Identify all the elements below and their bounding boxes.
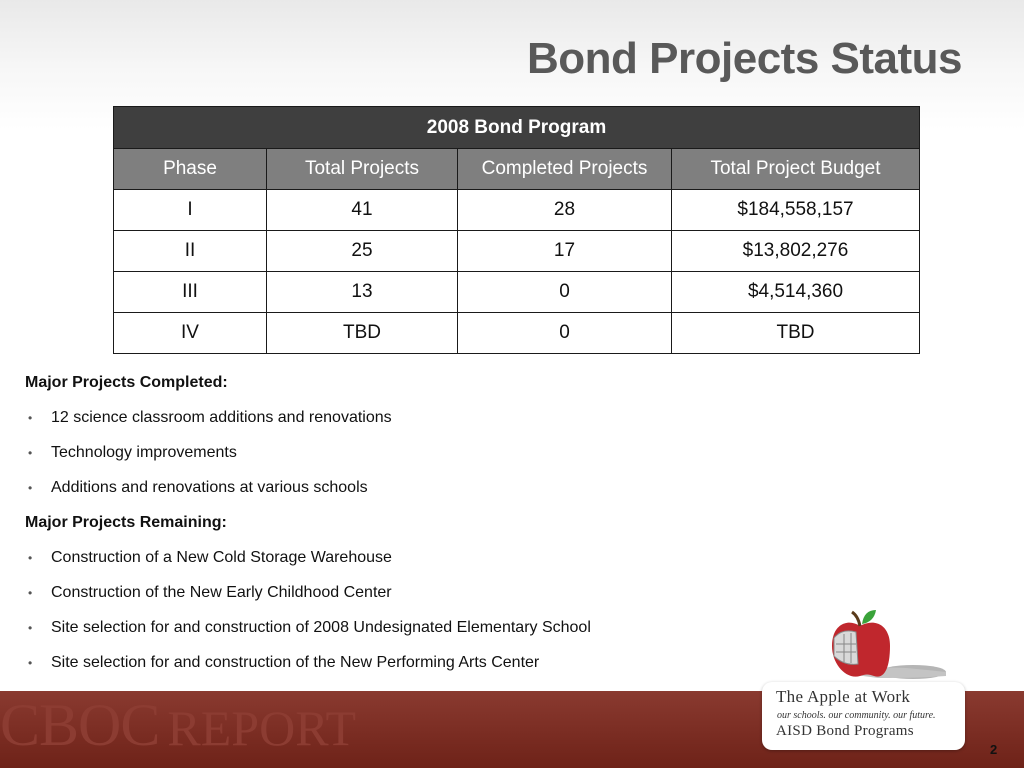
cell-phase: II [114,231,267,272]
table-program-title: 2008 Bond Program [114,107,920,149]
list-item [25,442,745,477]
list-item [25,407,745,442]
bullet-icon: • [28,446,33,460]
cell-completed-projects: 28 [458,190,672,231]
bullet-icon: • [28,656,33,670]
apple-logo-icon [818,606,948,686]
bullet-icon: • [28,621,33,635]
table-row [114,272,920,313]
list-item-text: Site selection for and construction of the New Performing Arts Center [51,654,540,671]
page-number: 2 [990,742,998,757]
cell-total-projects: 41 [267,190,458,231]
completed-list [25,407,745,512]
report-text: REPORT [167,700,357,756]
cell-total-projects: 25 [267,231,458,272]
logo-title: The Apple at Work [776,687,911,706]
cell-phase: III [114,272,267,313]
completed-heading: Major Projects Completed: [25,374,228,391]
cell-completed-projects: 0 [458,272,672,313]
list-item [25,477,745,512]
cell-budget: $184,558,157 [672,190,920,231]
header-total-projects: Total Projects [267,149,458,190]
bullet-icon: • [28,551,33,565]
list-item-text: Additions and renovations at various schools [51,479,368,496]
list-item-text: Site selection for and construction of 2008 Undesignated Elementary School [51,619,591,636]
cboc-report-wordmark [0,692,357,758]
list-item [25,617,745,652]
list-item-text: Construction of the New Early Childhood Center [51,584,392,601]
slide-title: Bond Projects Status [527,34,962,83]
cell-completed-projects: 17 [458,231,672,272]
cell-budget: $4,514,360 [672,272,920,313]
header-completed-projects: Completed Projects [458,149,672,190]
apple-at-work-logo [762,682,965,750]
list-item [25,547,745,582]
bullet-icon: • [28,411,33,425]
list-item-text: Technology improvements [51,444,237,461]
list-item [25,582,745,617]
bond-program-table [113,106,920,354]
logo-tagline: our schools. our community. our future. [777,710,936,721]
cell-budget: $13,802,276 [672,231,920,272]
list-item [25,652,745,687]
list-item-text: Construction of a New Cold Storage Warehouse [51,549,392,566]
cell-budget: TBD [672,313,920,354]
cell-total-projects: 13 [267,272,458,313]
header-phase: Phase [114,149,267,190]
project-notes [25,372,745,687]
remaining-list [25,547,745,687]
list-item-text: 12 science classroom additions and renovations [51,409,392,426]
cboc-text: CBOC [0,692,160,758]
table-row [114,231,920,272]
cell-total-projects: TBD [267,313,458,354]
cell-completed-projects: 0 [458,313,672,354]
cell-phase: I [114,190,267,231]
header-total-budget: Total Project Budget [672,149,920,190]
table-row [114,313,920,354]
table-row [114,190,920,231]
bullet-icon: • [28,586,33,600]
bullet-icon: • [28,481,33,495]
logo-subtitle: AISD Bond Programs [776,723,914,739]
cell-phase: IV [114,313,267,354]
table-header-row [114,149,920,190]
remaining-heading: Major Projects Remaining: [25,514,227,531]
